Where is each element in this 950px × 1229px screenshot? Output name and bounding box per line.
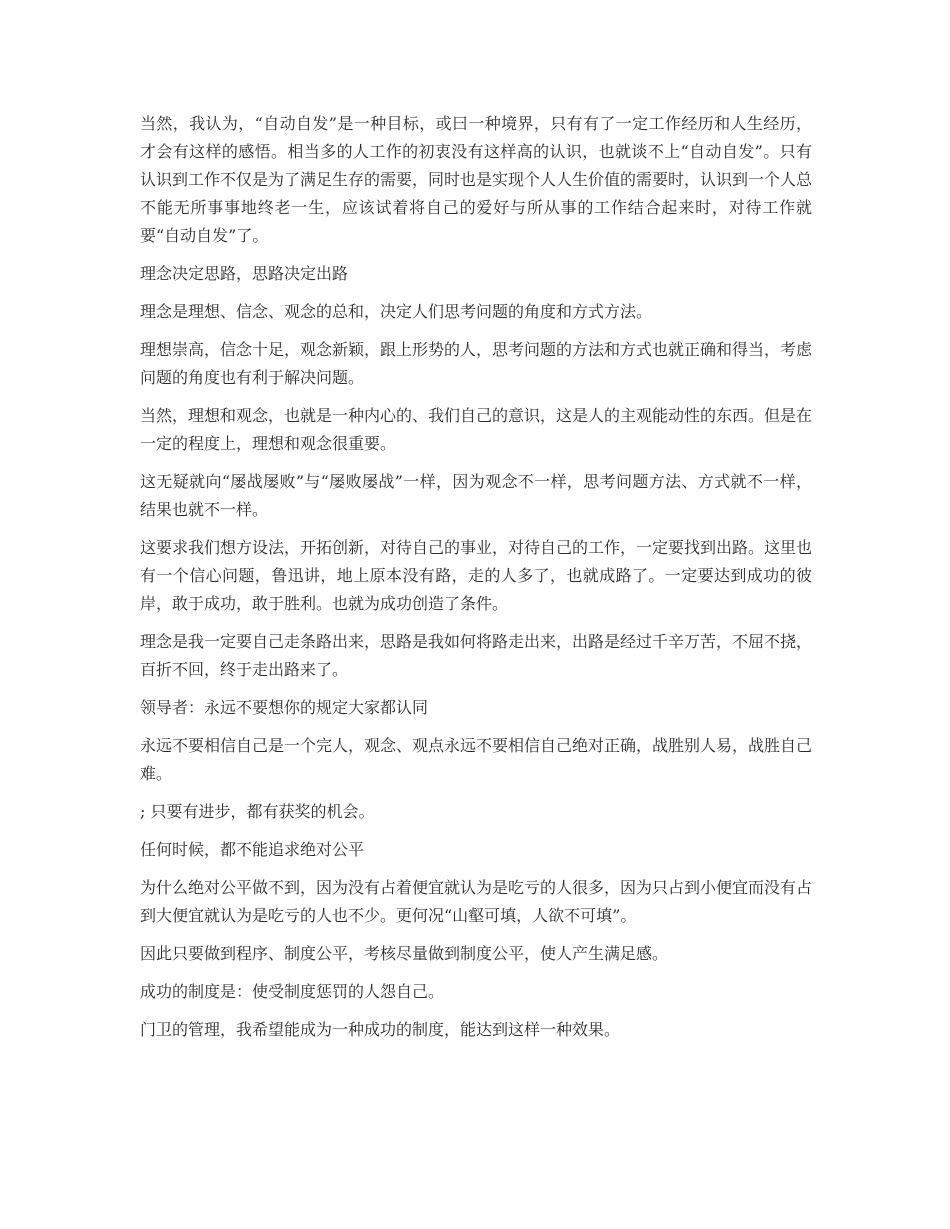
paragraph-successful-system: 成功的制度是：使受制度惩罚的人怨自己。 [140,982,445,1001]
document-page [140,110,812,1054]
heading-no-absolute-fairness: 任何时候，都不能追求绝对公平 [140,840,365,859]
paragraph-ideals-and-concepts: 当然，理想和观念，也就是一种内心的、我们自己的意识，这是人的主观能动性的东西。但是在一定的程度上，理想和观念很重要。 [140,406,813,453]
paragraph-lofty-ideals: 理想崇高，信念十足，观念新颖，跟上形势的人，思考问题的方法和方式也就正确和得当，考虑问题的角度也有利于解决问题。 [140,340,813,387]
paragraph-progress-reward: ; 只要有进步，都有获奖的机会。 [140,802,375,821]
paragraph-repeated-battles: 这无疑就向“屡战屡败”与“屡败屡战”一样，因为观念不一样，思考问题方法、方式就不一样，结果也就不一样。 [140,472,812,519]
paragraph-why-no-fairness: 为什么绝对公平做不到，因为没有占着便宜就认为是吃亏的人很多，因为只占到小便宜而没有占到大便宜就认为是吃亏的人也不少。更何况“山壑可填，人欲不可填”。 [140,878,813,925]
paragraph-never-perfect: 永远不要相信自己是一个完人，观念、观点永远不要相信自己绝对正确，战胜别人易，战胜自己难。 [140,736,813,783]
paragraph-procedural-fairness: 因此只要做到程序、制度公平，考核尽量做到制度公平，使人产生满足感。 [140,944,669,963]
paragraph-find-the-way: 这要求我们想方设法，开拓创新，对待自己的事业，对待自己的工作，一定要找到出路。这里也有一个信心问题，鲁迅讲，地上原本没有路，走的人多了，也就成路了。一定要达到成功的彼岸，敢于成功，敢于胜利。也就为成功创造了条件。 [140,538,813,613]
heading-concept-thinking-outlet: 理念决定思路，思路决定出路 [140,264,349,283]
paragraph-gatekeeper-management: 门卫的管理，我希望能成为一种成功的制度，能达到这样一种效果。 [140,1020,621,1039]
paragraph-intro-self-motivation: 当然，我认为，“自动自发”是一种目标，或曰一种境界，只有有了一定工作经历和人生经历，才会有这样的感悟。相当多的人工作的初衷没有这样高的认识，也就谈不上“自动自发”。只有认识到工作不仅是为了满足生存的需要，同时也是实现个人人生价值的需要时，认识到一个人总不能无所事事地终老一生，应该试着将自己的爱好与所从事的工作结合起来时，对待工作就要“自动自发”了。 [140,114,813,245]
paragraph-concept-definition: 理念是理想、信念、观念的总和，决定人们思考问题的角度和方式方法。 [140,302,653,321]
paragraph-concept-path-outlet: 理念是我一定要自己走条路出来，思路是我如何将路走出来，出路是经过千辛万苦，不屈不挠，百折不回，终于走出路来了。 [140,632,813,679]
heading-leader-rules: 领导者：永远不要想你的规定大家都认同 [140,698,429,717]
